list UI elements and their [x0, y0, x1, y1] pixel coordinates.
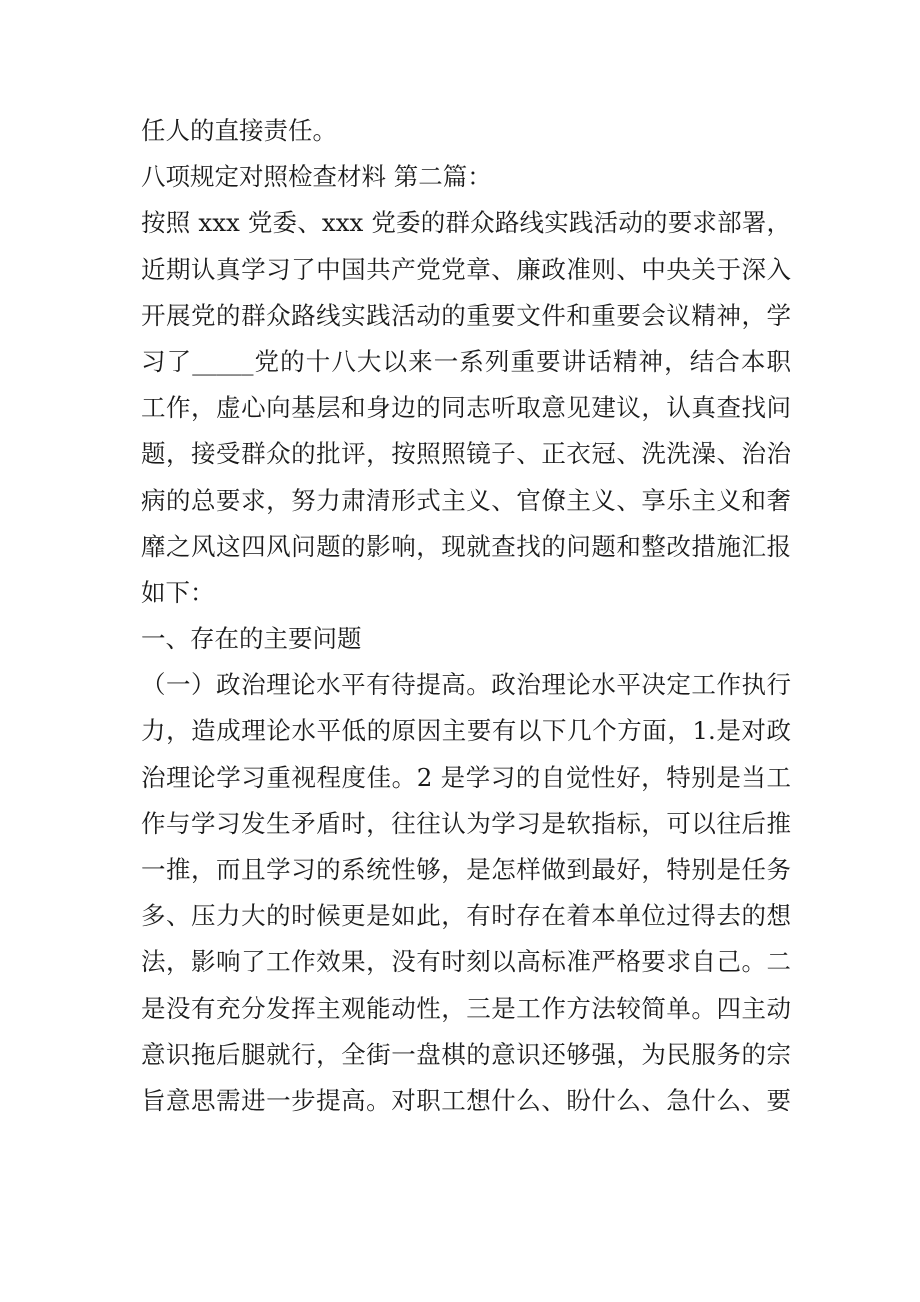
text-line: 作与学习发生矛盾时，往往认为学习是软指标，可以往后推	[141, 808, 791, 838]
text-line: 是没有充分发挥主观能动性，三是工作方法较简单。四主动	[141, 993, 791, 1023]
text-line: 题，接受群众的批评，按照照镜子、正衣冠、洗洗澡、治治	[141, 439, 791, 469]
section-heading: 八项规定对照检查材料 第二篇：	[141, 162, 492, 192]
text-line: 病的总要求，努力肃清形式主义、官僚主义、享乐主义和奢	[141, 485, 791, 515]
text-line: 工作，虚心向基层和身边的同志听取意见建议，认真查找问	[141, 393, 791, 423]
section-heading: 一、存在的主要问题	[141, 624, 362, 654]
text-line: 治理论学习重视程度佳。2 是学习的自觉性好，特别是当工	[141, 762, 791, 792]
text-line: 近期认真学习了中国共产党党章、廉政准则、中央关于深入	[141, 254, 791, 284]
text-line: 法，影响了工作效果，没有时刻以高标准严格要求自己。二	[141, 947, 791, 977]
text-line: 一推，而且学习的系统性够，是怎样做到最好，特别是任务	[141, 855, 791, 884]
text-line: 开展党的群众路线实践活动的重要文件和重要会议精神，学	[141, 300, 791, 330]
text-line: （一）政治理论水平有待提高。政治理论水平决定工作执行	[141, 670, 791, 700]
text-line: 力，造成理论水平低的原因主要有以下几个方面，1.是对政	[141, 716, 791, 746]
text-line: 意识拖后腿就行，全街一盘棋的意识还够强，为民服务的宗	[141, 1039, 791, 1069]
document-body	[141, 108, 791, 1124]
text-line: 多、压力大的时候更是如此，有时存在着本单位过得去的想	[141, 901, 791, 931]
text-line: 旨意思需进一步提高。对职工想什么、盼什么、急什么、要	[141, 1085, 791, 1115]
text-line: 靡之风这四风问题的影响，现就查找的问题和整改措施汇报	[141, 531, 791, 561]
text-line: 习了_____党的十八大以来一系列重要讲话精神，结合本职	[141, 346, 791, 376]
text-line: 如下：	[141, 577, 215, 607]
text-line: 任人的直接责任。	[141, 116, 337, 145]
text-line: 按照 xxx 党委、xxx 党委的群众路线实践活动的要求部署，	[141, 208, 791, 238]
